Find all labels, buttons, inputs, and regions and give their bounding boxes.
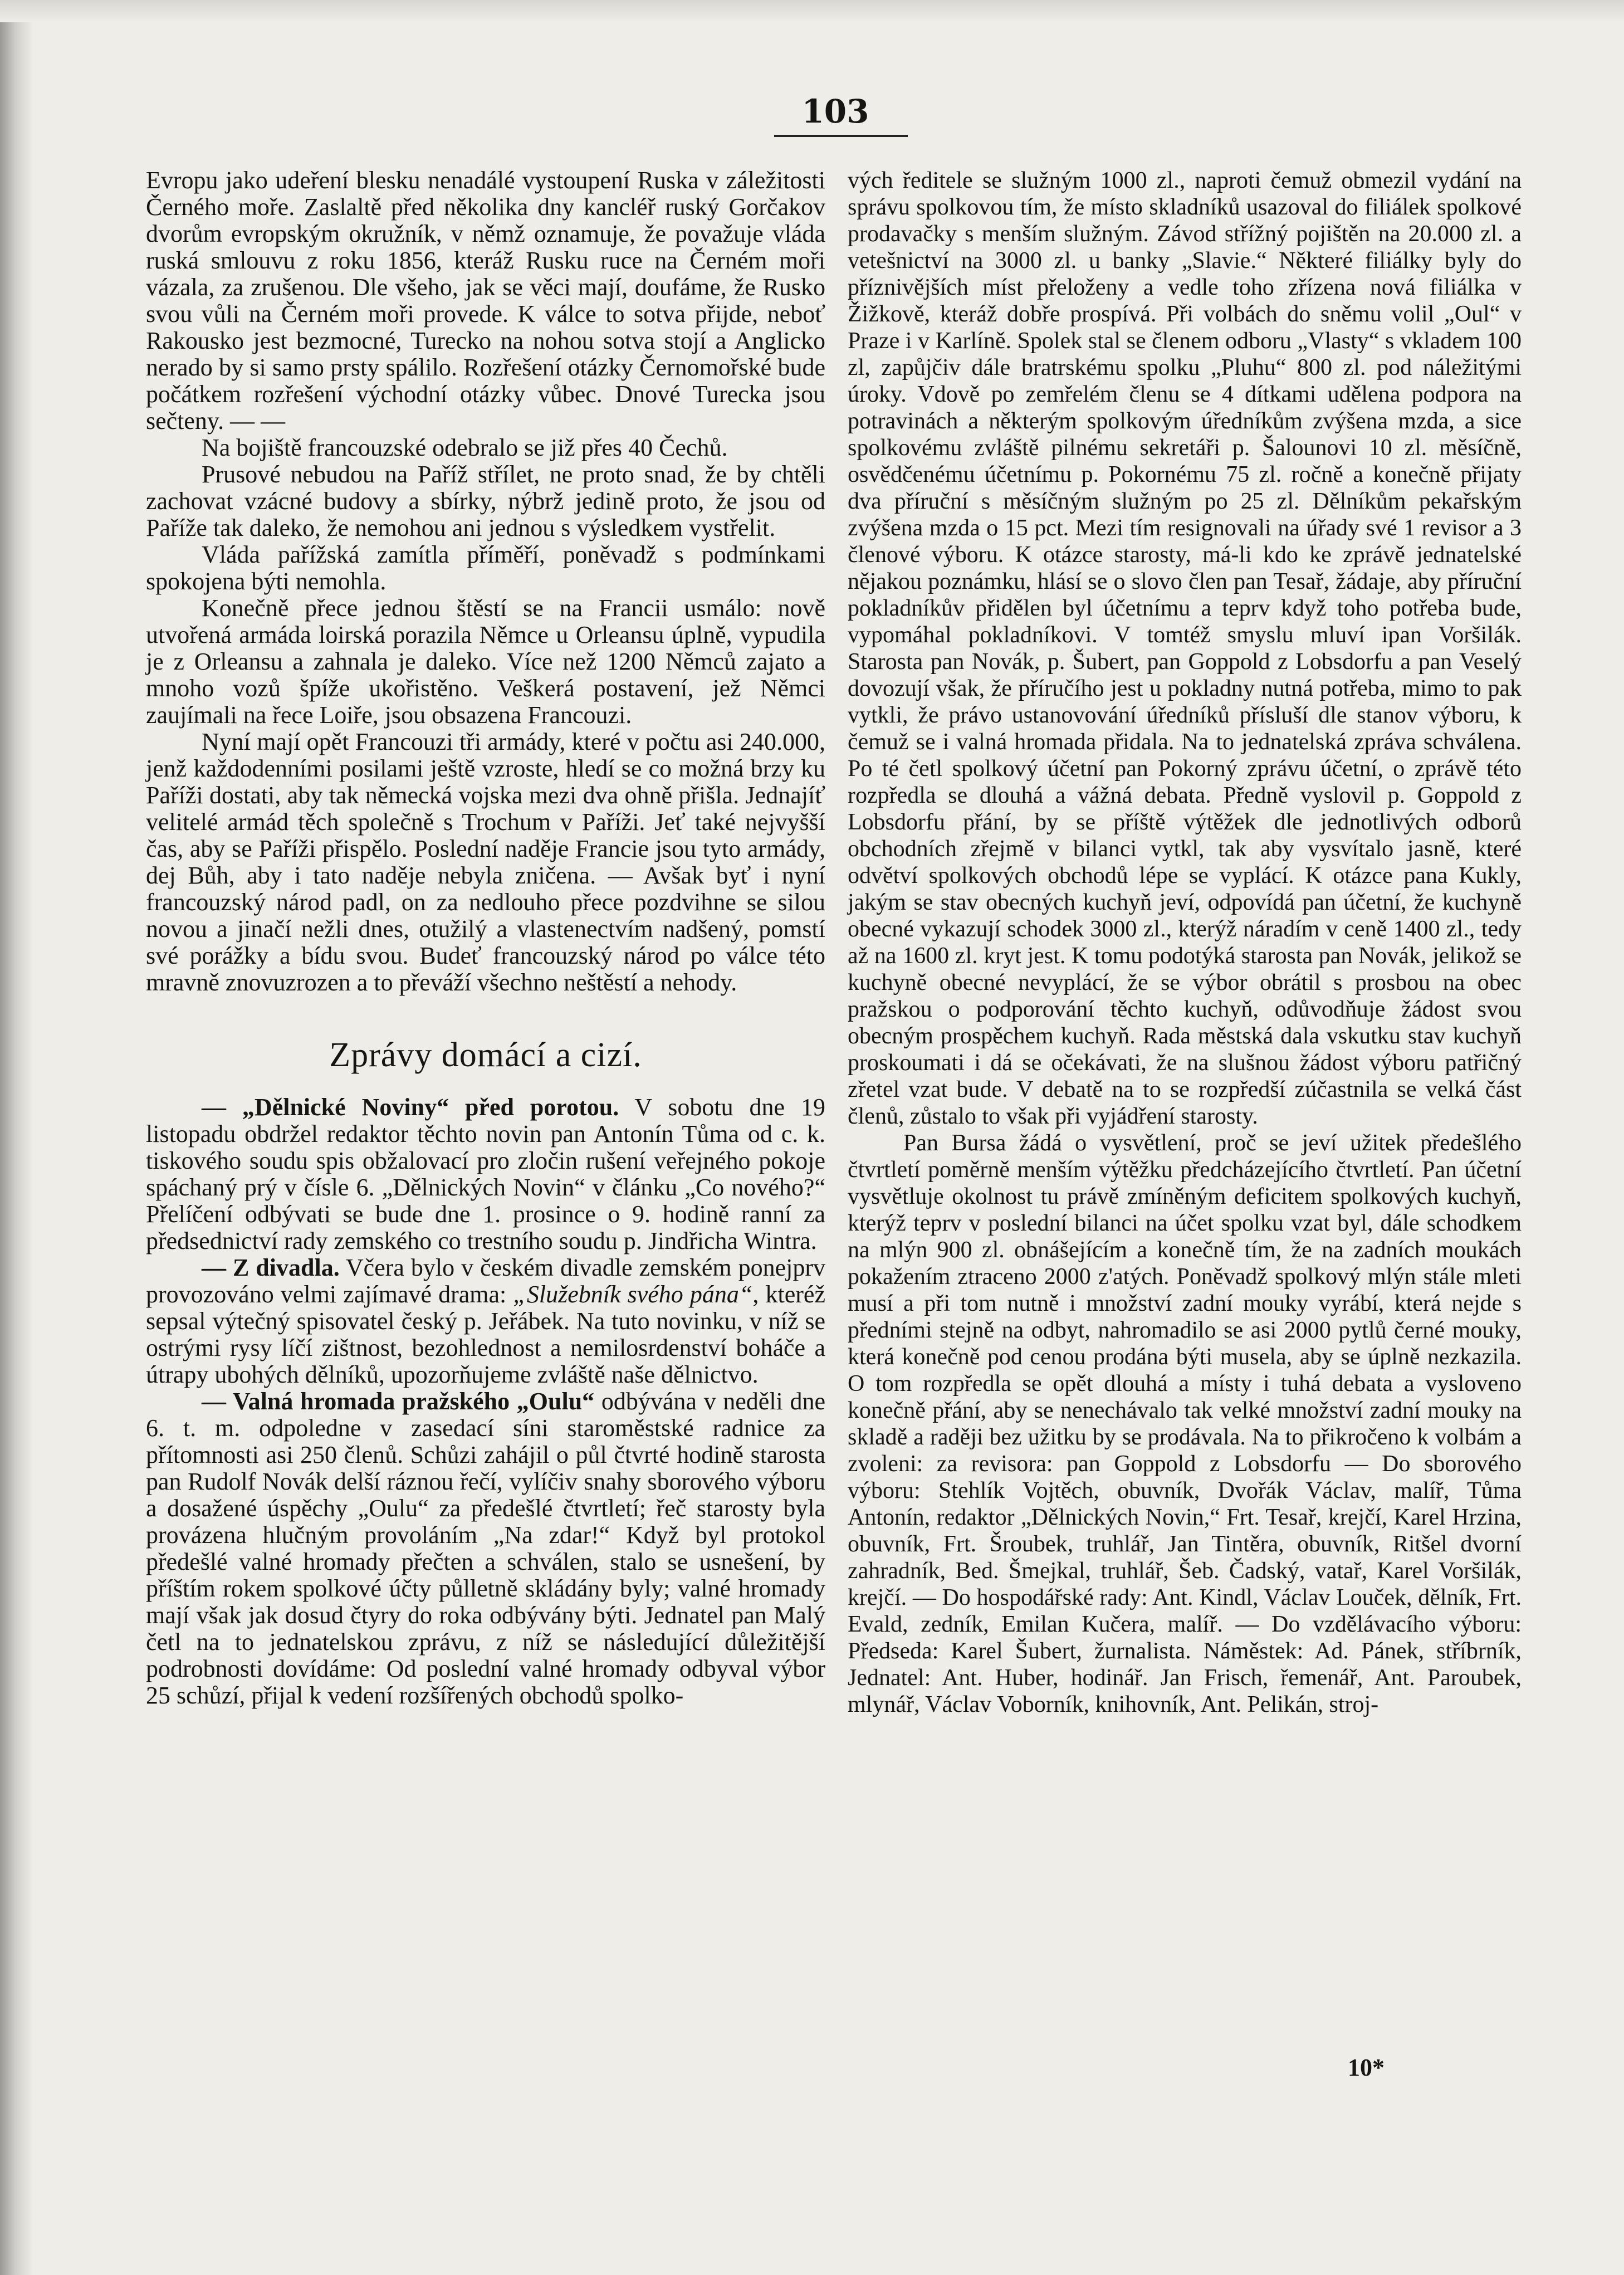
article-paragraph: Pan Bursa žádá o vysvětlení, proč se jeví užitek předešlého čtvrtletí poměrně menším výtěžku předcházejícího čtvrtletí. Pan účetní vysvětluje okolnost tu právě zmíněným deficitem spolkových kuchyň, kterýž teprv v poslední bilanci na účet spolku vzat byl, dále schodkem na mlýn 900 zl. obnášejícím a konečně tím, že na zadních moukách pokažením ztraceno 2000 z'atých. Poněvadž spolkový mlýn stále mleti musí a při tom nutně i množství zadní mouky vyrábí, která nejde s předními stejně na odbyt, nahromadilo se asi 2000 pytlů černé mouky, která konečně pod cenou prodána býti musela, aby se úplně nezkazila. O tom rozpředla se opět dlouhá a místy i tuhá debata a vysloveno konečně přání, aby se nenechávalo tak velké množství zadní mouky na skladě a raději bez užitku by se prodávala. Na to přikročeno k volbám a zvoleni: za revisora: pan Goppold z Lobsdorfu — Do sborového výboru: Stehlík Vojtěch, obuvník, Dvořák Václav, malíř, Tůma Antonín, redaktor „Dělnických Novin,“ Frt. Tesař, krejčí, Karel Hrzina, obuvník, Frt. Šroubek, truhlář, Jan Tintěra, obuvník, Ritšel dvorní zahradník, Bed. Šmejkal, truhlář, Šeb. Čadský, vatař, Karel Voršilák, krejčí. — Do hospodářské rady: Ant. Kindl, Václav Louček, dělník, Frt. Evald, zedník, Emilan Kučera, malíř. — Do vzdělávacího výboru: Předseda: Karel Šubert, žurnalista. Náměstek: Ad. Pánek, stříbrník, Jednatel: Ant. Huber, hodinář. Jan Frisch, řemenář, Ant. Paroubek, mlynář, Václav Voborník, knihovník, Ant. Pelikán, stroj-	[848, 1130, 1522, 1717]
news-headline: — Z divadla.	[202, 1254, 340, 1281]
article-paragraph: Na bojiště francouzské odebralo se již přes 40 Čechů.	[202, 434, 728, 461]
right-column	[848, 167, 1522, 1718]
page-number-rule	[774, 135, 908, 137]
article-paragraph: Evropu jako udeření blesku nenadálé vystoupení Ruska v záležitosti Černého moře. Zaslaltě před několika dny kancléř ruský Gorčakov dvorům evropským okružník, v němž oznamuje, že považuje vláda ruská smlouvu z roku 1856, kteráž Rusku ruce na Černém moři vázala, za zrušenou. Dle všeho, jak se věci mají, doufáme, že Rusko svou vůli na Černém moři provede. K válce to sotva přijde, neboť Rakousko jest bezmocné, Turecko na nohou sotva stojí a Anglicko nerado by si samo prsty spálilo. Rozřešení otázky Černomořské bude počátkem rozřešení východní otázky vůbec. Dnové Turecka jsou sečteny. — —	[146, 167, 825, 435]
news-headline: — Valná hromada pražského „Oulu“	[202, 1388, 595, 1415]
news-item	[146, 1094, 825, 1254]
article-paragraph: Prusové nebudou na Paříž střílet, ne proto snad, že by chtěli zachovat vzácné budovy a sbírky, nýbrž jedině proto, že jsou od Paříže tak daleko, že nemohou ani jednou s výsledkem vystřelit.	[146, 461, 825, 541]
article-paragraph: vých ředitele se služným 1000 zl., naproti čemuž obmezil vydání na správu spolkovou tím, že místo skladníků usazoval do filiálek spolkové prodavačky s menším služným. Závod střížný pojištěn na 20.000 zl. a vetešnictví na 3000 zl. u banky „Slavie.“ Některé filiálky byly do příznivějších míst přeloženy a vedle toho zřízena nová filiálka v Žižkově, kteráž dobře prospívá. Při volbách do sněmu volil „Oul“ v Praze i v Karlíně. Spolek stal se členem odboru „Vlasty“ s vkladem 100 zl, zapůjčiv dále bratrskému spolku „Pluhu“ 800 zl. pod náležitými úroky. Vdově po zemřelém členu se 4 dítkami udělena podpora na potravinách a některým spolkovým úředníkům zvýšena mzda, a sice spolkovému zvláště pilnému sekretáři p. Šalounovi 10 zl. měsíčně, osvědčenému účetnímu p. Pokornému 75 zl. ročně a konečně přijaty dva příruční s měsíčným služným po 25 zl. Dělníkům pekařským zvýšena mzda o 15 pct. Mezi tím resignovali na úřady své 1 revisor a 3 členové výboru. K otázce starosty, má-li kdo ke zprávě jednatelské nějakou poznámku, hlásí se o slovo člen pan Tesař, žádaje, aby příruční pokladníkův přidělen byl účetnímu a teprv když toho potřeba bude, vypomáhal pokladníkovi. V tomtéž smyslu mluví ipan Voršilák. Starosta pan Novák, p. Šubert, pan Goppold z Lobsdorfu a pan Veselý dovozují však, že příručího jest u pokladny nutná potřeba, mimo to pak vytkli, že právo ustanovování úředníků přísluší dle stanov výboru, k čemuž se i valná hromada přidala. Na to jednatelská zpráva schválena. Po té četl spolkový účetní pan Pokorný zprávu účetní, o zprávě této rozpředla se dlouhá a vážná debata. Předně vyslovil p. Goppold z Lobsdorfu přání, by se příště výtěžek dle jednotlivých odborů obchodních zřejmě v bilanci vytkl, tak aby vysvítalo jasně, které odvětví spolkových obchodů lépe se vyplácí. K otázce pana Kukly, jakým se stav obecných kuchyň jeví, odpovídá pan účetní, že kuchyně obecné vykazují schodek 3000 zl., kterýž náradím v ceně 1400 zl., tedy až na 1600 zl. kryt jest. K tomu podotýká starosta pan Novák, jelikož se kuchyně obecné nevyplácí, že se výbor obrátil s prosbou na obec pražskou o podporování těchto kuchyň, odůvodňuje žádost svou obecným prospěchem kuchyň. Rada městská dala vskutku stav kuchyň proskoumati i dá se očekávati, že na slušnou žádost výboru patřičný zřetel vzat bude. V debatě na to se rozpředší zúčastnila se velká část členů, zůstalo to však při vyjádření starosty.	[848, 168, 1522, 1129]
article-paragraph: Nyní mají opět Francouzi tři armády, které v počtu asi 240.000, jenž každodenními posilami ještě vzroste, hledí se co možná brzy ku Paříži dostati, aby tak německá vojska mezi dva ohně přišla. Jednajíť velitelé armád těch společně s Trochum v Paříži. Jeť také nejvyšší čas, aby se Paříži přispělo. Poslední naděje Francie jsou tyto armády, dej Bůh, aby i tato naděje nebyla zničena. — Avšak byť i nyní francouzský národ padl, on za nedlouho přece pozdvihne se silou novou a jinačí nežli dnes, otužilý a vlastenectvím nadšený, pomstí své porážky a bídu svou. Budeť francouzský národ po válce této mravně znovuzrozen a to převáží všechno neštěstí a nehody.	[146, 728, 825, 996]
sheet-signature-mark: 10*	[1348, 2054, 1385, 2081]
news-item	[146, 1254, 825, 1388]
news-body: Včera bylo v českém divadle zemském ponejprv provozováno velmi zajímavé drama:	[146, 1254, 825, 1308]
drama-title: „Služebník svého pána“	[513, 1281, 753, 1308]
page-number: 103	[801, 92, 869, 130]
left-column	[146, 167, 825, 1709]
news-body: , kteréž sepsal výtečný spisovatel český p. Jeřábek. Na tuto novinku, v níž se ostrými rysy líčí zištnost, bezohlednost a nemilosrdenství boháče a útrapy ubohých dělníků, upozorňujeme zvláště naše dělnictvo.	[146, 1281, 825, 1388]
article-paragraph: Vláda pařížská zamítla příměří, poněvadž s podmínkami spokojena býti nemohla.	[146, 541, 825, 595]
news-headline: — „Dělnické Noviny“ před porotou.	[202, 1093, 619, 1121]
section-heading: Zprávy domácí a cizí.	[329, 1036, 642, 1074]
scan-binding-edge	[0, 0, 33, 2275]
news-body: V sobotu dne 19 listopadu obdržel redaktor těchto novin pan Antonín Tůma od c. k. tiskového soudu spis obžalovací pro zločin rušení veřejného pokoje spáchaný prý v čísle 6. „Dělnických Novin“ v článku „Co nového?“ Přelíčení odbývati se bude dne 1. prosince o 9. hodině ranní za předsednictví rady zemského co trestního soudu p. Jindřicha Wintra.	[146, 1093, 825, 1254]
news-item	[146, 1388, 825, 1709]
news-body: odbývána v neděli dne 6. t. m. odpoledne v zasedací síni staroměstské radnice za přítomnosti asi 250 členů. Schůzi zahájil o půl čtvrté hodině starosta pan Rudolf Novák delší ráznou řečí, vylíčiv snahy sborového výboru a dosažené úspěchy „Oulu“ za předešlé čtvrtletí; řeč starosty byla provázena hlučným provoláním „Na zdar!“ Když byl protokol předešlé valné hromady přečten a schválen, stalo se usnešení, by příštím rokem spolkové účty půlletně skládány byly; valné hromady mají však jak dosud čtyry do roka odbývány býti. Jednatel pan Malý četl na to jednatelskou zprávu, z níž se následující důležitější podrobnosti dovídáme: Od poslední valné hromady odbyval výbor 25 schůzí, přijal k vedení rozšířených obchodů spolko-	[146, 1388, 825, 1709]
scan-top-edge	[0, 0, 1624, 22]
article-paragraph: Konečně přece jednou štěstí se na Francii usmálo: nově utvořená armáda loirská porazila Němce u Orleansu úplně, vypudila je z Orleansu a zahnala je daleko. Více než 1200 Němců zajato a mnoho vozů špíže ukořistěno. Veškerá postavení, jež Němci zaujímali na řece Loiře, jsou obsazena Francouzi.	[146, 594, 825, 729]
